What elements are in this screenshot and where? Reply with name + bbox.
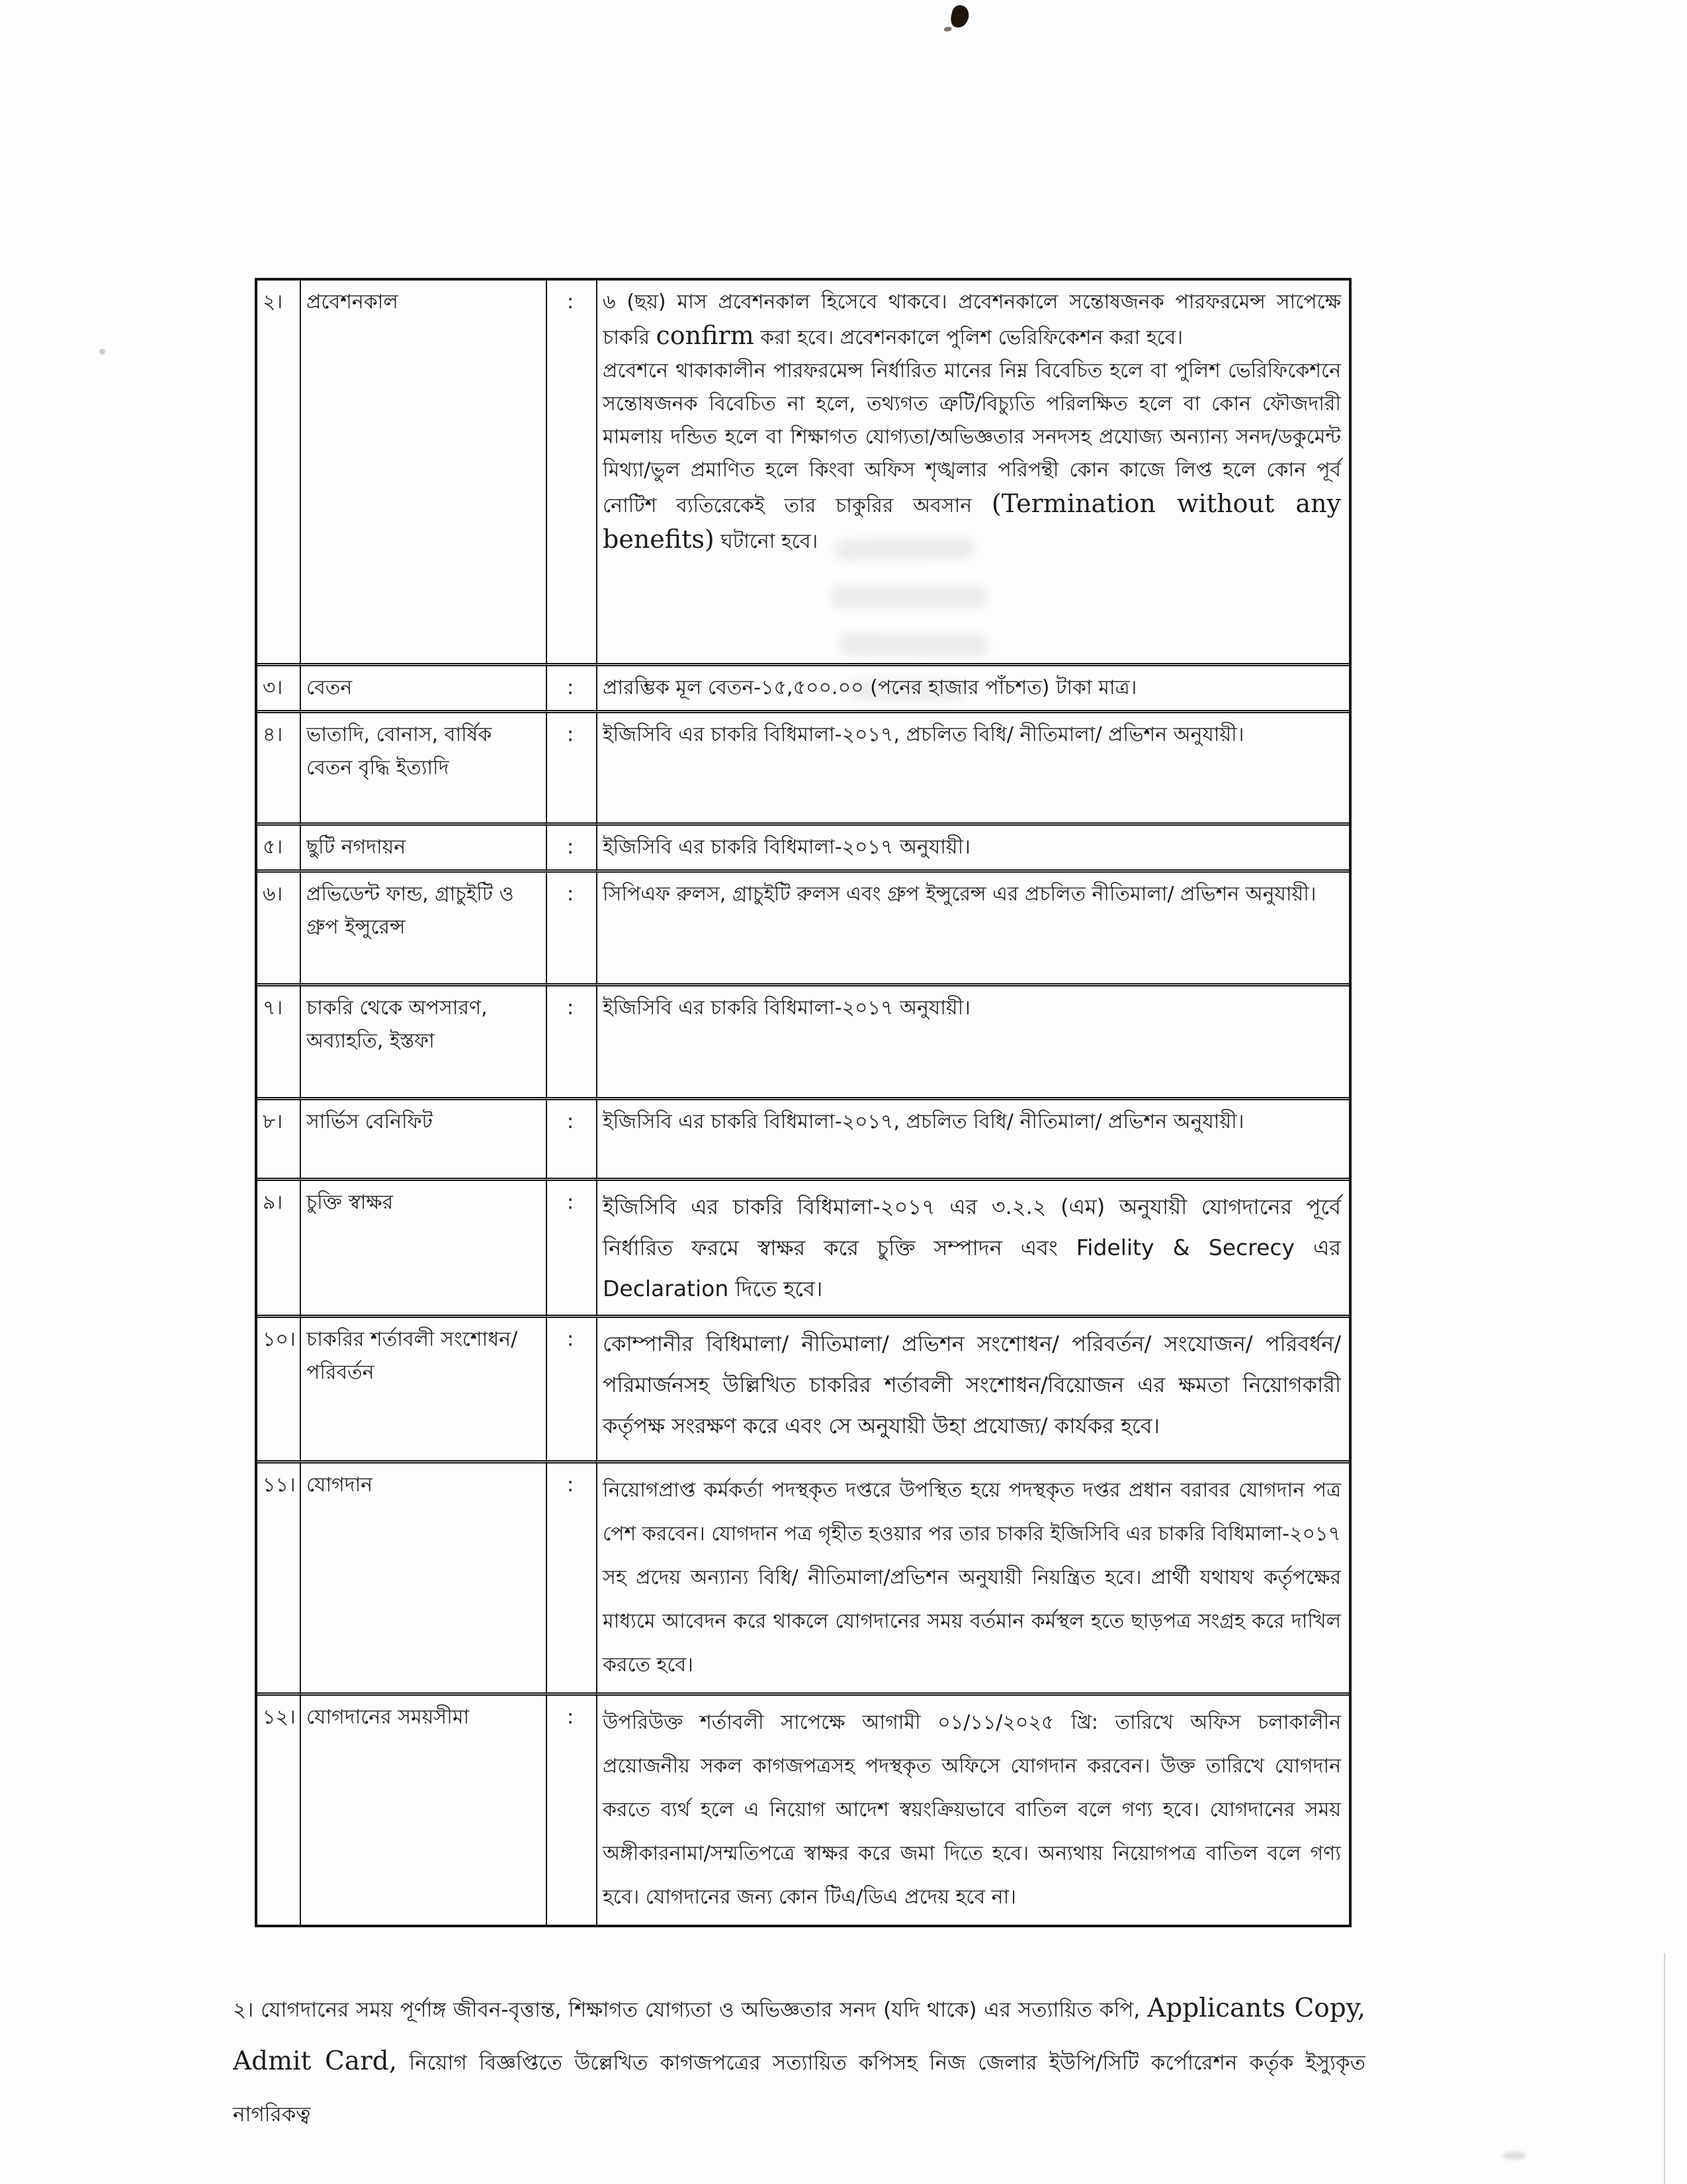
- term-content: [596, 281, 1349, 663]
- colon-text: :: [566, 1328, 574, 1351]
- colon-text: :: [566, 676, 574, 699]
- term-label-text: যোগদানের সময়সীমা: [306, 1706, 470, 1729]
- term-label-text: চাকরির শর্তাবলী সংশোধন/ পরিবর্তন: [306, 1328, 518, 1384]
- term-content: [596, 1178, 1349, 1315]
- colon-separator: [546, 1178, 596, 1315]
- content-paragraph: [603, 286, 1341, 355]
- term-label-text: যোগদান: [306, 1473, 373, 1497]
- term-label-text: প্রভিডেন্ট ফান্ড, গ্রাচুইটি ও গ্রুপ ইন্সুরেন্স: [306, 883, 514, 939]
- term-label-text: চুক্তি স্বাক্ষর: [306, 1191, 394, 1214]
- table-row-allowances: [257, 710, 1349, 822]
- table-row-removal: [257, 983, 1349, 1097]
- colon-separator: [546, 1097, 596, 1178]
- table-row-salary: [257, 663, 1349, 710]
- term-content: [596, 1460, 1349, 1692]
- term-label: [300, 663, 546, 710]
- english-run: Declaration: [603, 1276, 729, 1301]
- content-text: এর: [1313, 1235, 1341, 1260]
- term-label-text: বেতন: [306, 676, 353, 699]
- content-text: ইজিসিবি এর চাকরি বিধিমালা-২০১৭, প্রচলিত বিধি/ নীতিমালা/ প্রভিশন অনুযায়ী।: [603, 1110, 1244, 1133]
- footer-note-text: নিয়োগ বিজ্ঞপ্তিতে উল্লেখিত কাগজপত্রের সত্যায়িত কপিসহ নিজ জেলার ইউপি/সিটি কর্পোরেশন কর্তৃক ইস্যুকৃত নাগরিকত্ব: [233, 2051, 1365, 2126]
- term-content: [596, 1097, 1349, 1178]
- term-content: [596, 822, 1349, 869]
- term-label-text: ছুটি নগদায়ন: [306, 836, 406, 859]
- serial-number: [257, 822, 300, 869]
- colon-text: :: [566, 1706, 574, 1729]
- table-row-terms-amendment: [257, 1315, 1349, 1460]
- scan-speck: [1503, 2152, 1526, 2160]
- colon-separator: [546, 1315, 596, 1460]
- english-run: confirm: [656, 321, 754, 350]
- serial-text: ৩।: [263, 676, 283, 699]
- colon-separator: [546, 710, 596, 822]
- serial-text: ৪।: [263, 723, 283, 746]
- term-label: [300, 1315, 546, 1460]
- english-run: (Termination without any benefits): [603, 489, 1342, 554]
- colon-text: :: [566, 996, 574, 1020]
- serial-text: ২।: [263, 290, 283, 314]
- content-text: প্রবেশনে থাকাকালীন পারফরমেন্স নির্ধারিত মানের নিম্ন বিবেচিত হলে বা পুলিশ ভেরিফিকেশনে সন্তোষজনক বিবেচিত না হলে, তথ্যগত ত্রুটি/বিচ্যুতি পরিলক্ষিত হলে বা কোন ফৌজদারী মামলায় দন্ডিত হলে বা শিক্ষাগত যোগ্যতা/অভিজ্ঞতার সনদসহ প্রযোজ্য অন্যান্য সনদ/ডকুমেন্ট মিথ্যা/ভুল প্রমাণিত হলে কিংবা অফিস শৃঙ্খলার পরিপন্থী কোন কাজে লিপ্ত হলে কোন পূর্ব নোটিশ ব্যতিরেকেই তার চাকুরির অবসান: [603, 359, 1341, 517]
- serial-text: ১১।: [263, 1473, 296, 1497]
- colon-separator: [546, 1692, 596, 1925]
- term-content: [596, 869, 1349, 983]
- term-content: [596, 663, 1349, 710]
- content-text: করা হবে। প্রবেশনকালে পুলিশ ভেরিফিকেশন করা হবে।: [760, 326, 1184, 349]
- ink-blob-mark: [949, 4, 971, 30]
- colon-text: :: [566, 836, 574, 859]
- content-text: উপরিউক্ত শর্তাবলী সাপেক্ষে আগামী ০১/১১/২০২৫ খ্রি: তারিখে অফিস চলাকালীন প্রয়োজনীয় সকল কাগজপত্রসহ পদস্থকৃত অফিসে যোগদান করবেন। উক্ত তারিখে যোগদান করতে ব্যর্থ হলে এ নিয়োগ আদেশ স্বয়ংক্রিয়ভাবে বাতিল বলে গণ্য হবে। যোগদানের সময় অঙ্গীকারনামা/সম্মতিপত্রে স্বাক্ষর করে জমা দিতে হবে। অন্যথায় নিয়োগপত্র বাতিল বলে গণ্য হবে। যোগদানের জন্য কোন টিএ/ডিএ প্রদেয় হবে না।: [603, 1711, 1341, 1909]
- colon-text: :: [566, 1191, 574, 1214]
- table-row-probation: [257, 281, 1349, 663]
- serial-text: ১০।: [263, 1328, 296, 1351]
- term-content: [596, 1315, 1349, 1460]
- serial-number: [257, 1178, 300, 1315]
- content-text: সিপিএফ রুলস, গ্রাচুইটি রুলস এবং গ্রুপ ইন্সুরেন্স এর প্রচলিত নীতিমালা/ প্রভিশন অনুযায়ী।: [603, 883, 1317, 906]
- content-text: ইজিসিবি এর চাকরি বিধিমালা-২০১৭, প্রচলিত বিধি/ নীতিমালা/ প্রভিশন অনুযায়ী।: [603, 723, 1244, 746]
- footer-note-number: ২।: [233, 1998, 254, 2022]
- serial-text: ১২।: [263, 1706, 296, 1729]
- colon-separator: [546, 869, 596, 983]
- content-text: ইজিসিবি এর চাকরি বিধিমালা-২০১৭ অনুযায়ী।: [603, 836, 971, 859]
- scan-speck: [99, 349, 105, 355]
- content-text: নিয়োগপ্রাপ্ত কর্মকর্তা পদস্থকৃত দপ্তরে উপস্থিত হয়ে পদস্থকৃত দপ্তর প্রধান বরাবর যোগদান পত্র পেশ করবেন। যোগদান পত্র গৃহীত হওয়ার পর তার চাকরি ইজিসিবি এর চাকরি বিধিমালা-২০১৭ সহ প্রদেয় অন্যান্য বিধি/ নীতিমালা/প্রভিশন অনুযায়ী নিয়ন্ত্রিত হবে। প্রার্থী যথাযথ কর্তৃপক্ষের মাধ্যমে আবেদন করে থাকলে যোগদানের সময় বর্তমান কর্মস্থল হতে ছাড়পত্র সংগ্রহ করে দাখিল করতে হবে।: [603, 1479, 1341, 1677]
- colon-text: :: [566, 1473, 574, 1497]
- colon-separator: [546, 822, 596, 869]
- content-paragraph: [603, 355, 1341, 558]
- term-label: [300, 822, 546, 869]
- term-label: [300, 1178, 546, 1315]
- colon-separator: [546, 663, 596, 710]
- serial-text: ৬।: [263, 883, 283, 906]
- content-text: ৬ (ছয়) মাস প্রবেশনকাল হিসেবে থাকবে। প্রবেশনকালে সন্তোষজনক পারফরমেন্স সাপেক্ষে চাকরি: [603, 290, 1341, 349]
- colon-text: :: [566, 723, 574, 746]
- serial-number: [257, 281, 300, 663]
- term-label: [300, 1460, 546, 1692]
- footer-note-text: যোগদানের সময় পূর্ণাঙ্গ জীবন-বৃত্তান্ত, শিক্ষাগত যোগ্যতা ও অভিজ্ঞতার সনদ (যদি থাকে) এর সত্যায়িত কপি,: [261, 1998, 1141, 2022]
- content-text: কোম্পানীর বিধিমালা/ নীতিমালা/ প্রভিশন সংশোধন/ পরিবর্তন/ সংযোজন/ পরিবর্ধন/ পরিমার্জনসহ উল্লিখিত চাকরির শর্তাবলী সংশোধন/বিয়োজন এর ক্ষমতা নিয়োগকারী কর্তৃপক্ষ সংরক্ষণ করে এবং সে অনুযায়ী উহা প্রযোজ্য/ কার্যকর হবে।: [603, 1331, 1341, 1438]
- serial-number: [257, 1097, 300, 1178]
- serial-number: [257, 710, 300, 822]
- serial-text: ৯।: [263, 1191, 283, 1214]
- term-label: [300, 710, 546, 822]
- term-label-text: চাকরি থেকে অপসারণ, অব্যাহতি, ইস্তফা: [306, 996, 488, 1053]
- term-label-text: ভাতাদি, বোনাস, বার্ষিক বেতন বৃদ্ধি ইত্যাদি: [306, 723, 492, 779]
- term-label-text: প্রবেশনকাল: [306, 290, 398, 314]
- table-row-leave-encashment: [257, 822, 1349, 869]
- term-label: [300, 1097, 546, 1178]
- table-row-service-benefit: [257, 1097, 1349, 1178]
- serial-text: ৮।: [263, 1110, 283, 1133]
- term-label: [300, 281, 546, 663]
- term-content: [596, 1692, 1349, 1925]
- term-label: [300, 869, 546, 983]
- colon-separator: [546, 281, 596, 663]
- serial-number: [257, 1460, 300, 1692]
- term-label-text: সার্ভিস বেনিফিট: [306, 1110, 433, 1133]
- colon-text: :: [566, 883, 574, 906]
- serial-text: ৭।: [263, 996, 283, 1020]
- english-run: Admit Card,: [233, 2046, 398, 2076]
- serial-number: [257, 869, 300, 983]
- content-text: ইজিসিবি এর চাকরি বিধিমালা-২০১৭ অনুযায়ী।: [603, 996, 971, 1020]
- colon-text: :: [566, 1110, 574, 1133]
- footer-note: [233, 1983, 1365, 2140]
- content-text: প্রারম্ভিক মূল বেতন-১৫,৫০০.০০ (পনের হাজার পাঁচশত) টাকা মাত্র।: [603, 676, 1137, 699]
- table-row-joining: [257, 1460, 1349, 1692]
- serial-number: [257, 1315, 300, 1460]
- serial-text: ৫।: [263, 836, 283, 859]
- colon-text: :: [566, 290, 574, 314]
- term-label: [300, 983, 546, 1097]
- scan-edge-line: [1664, 1953, 1665, 2184]
- term-content: [596, 983, 1349, 1097]
- serial-number: [257, 983, 300, 1097]
- colon-separator: [546, 983, 596, 1097]
- content-paragraph: [603, 1186, 1341, 1309]
- terms-table: [255, 278, 1352, 1927]
- table-row-provident-fund: [257, 869, 1349, 983]
- serial-number: [257, 663, 300, 710]
- term-content: [596, 710, 1349, 822]
- english-run: Fidelity & Secrecy: [1076, 1235, 1295, 1260]
- content-text: ইজিসিবি এর চাকরি বিধিমালা-২০১৭ এর ৩.২.২ (এম) অনুযায়ী যোগদানের পূর্বে নির্ধারিত ফরমে স্বাক্ষর করে চুক্তি সম্পাদন এবং: [603, 1194, 1341, 1260]
- colon-separator: [546, 1460, 596, 1692]
- term-label: [300, 1692, 546, 1925]
- table-row-joining-deadline: [257, 1692, 1349, 1925]
- content-text: ঘটানো হবে।: [720, 530, 818, 553]
- serial-number: [257, 1692, 300, 1925]
- content-text: দিতে হবে।: [735, 1276, 823, 1301]
- table-row-contract-signing: [257, 1178, 1349, 1315]
- english-run: Applicants Copy,: [1147, 1993, 1365, 2023]
